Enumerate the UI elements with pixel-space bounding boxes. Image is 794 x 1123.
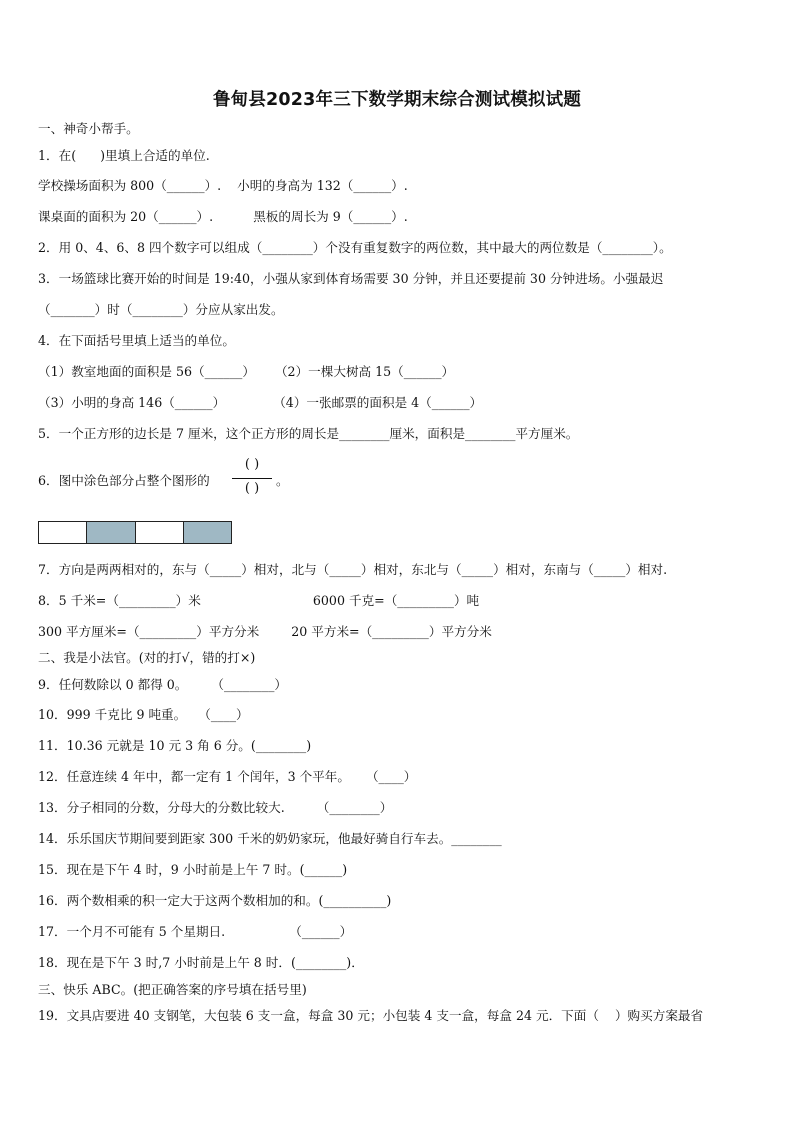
line-q1a: 学校操场面积为 800（______）. 小明的身高为 132（______）. (38, 178, 408, 193)
shaded-cell (184, 522, 231, 543)
line-q16: 16．两个数相乘的积一定大于这两个数相加的和。(__________) (38, 893, 392, 908)
line-q3a: 3．一场篮球比赛开始的时间是 19:40，小强从家到体育场需要 30 分钟，并且还要提前 30 分钟进场。小强最迟 (38, 271, 664, 286)
line-q8b: 300 平方厘米=（_________）平方分米 20 平方米=（_________）平方分米 (38, 624, 492, 639)
blank-cell (39, 522, 87, 543)
line-q2: 2．用 0、4、6、8 四个数字可以组成（________）个没有重复数字的两位数，其中最大的两位数是（________）。 (38, 240, 672, 255)
line-q6end: 。 (276, 473, 289, 488)
line-q7: 7．方向是两两相对的，东与（_____）相对，北与（_____）相对，东北与（_____）相对，东南与（_____）相对. (38, 562, 668, 577)
shaded-rectangle-figure (38, 521, 232, 544)
line-q18: 18．现在是下午 3 时,7 小时前是上午 8 时．(________)． (38, 955, 364, 970)
line-q1: 1．在( )里填上合适的单位. (38, 148, 210, 163)
line-q13: 13．分子相同的分数，分母大的分数比较大. （________） (38, 800, 393, 815)
line-q8a: 8．5 千米=（_________）米 6000 千克=（_________）吨 (38, 593, 480, 608)
fraction-bar (232, 478, 272, 479)
line-q9: 9．任何数除以 0 都得 0。 （________） (38, 677, 287, 692)
fraction-numerator: ( ) (244, 457, 260, 472)
line-q14: 14．乐乐国庆节期间要到距家 300 千米的奶奶家玩，他最好骑自行车去。________ (38, 831, 502, 846)
line-q4: 4．在下面括号里填上适当的单位。 (38, 333, 235, 348)
shaded-cell (87, 522, 135, 543)
line-q4b: （3）小明的身高 146（______） （4）一张邮票的面积是 4（______） (38, 395, 483, 410)
line-q19: 19．文具店要进 40 支钢笔，大包装 6 支一盒，每盒 30 元；小包装 4 支一盒，每盒 24 元．下面（ ）购买方案最省 (38, 1008, 704, 1023)
line-s3: 三、快乐 ABC。(把正确答案的序号填在括号里) (38, 982, 307, 997)
blank-fraction (230, 455, 274, 503)
blank-cell (136, 522, 184, 543)
line-q11: 11．10.36 元就是 10 元 3 角 6 分。(________) (38, 738, 312, 753)
line-q15: 15．现在是下午 4 时，9 小时前是上午 7 时。(______) (38, 862, 348, 877)
line-q4a: （1）教室地面的面积是 56（______） （2）一棵大树高 15（______） (38, 364, 455, 379)
line-q3b: （_______）时（________）分应从家出发。 (38, 302, 284, 317)
line-q1b: 课桌面的面积为 20（______）. 黑板的周长为 9（______）. (38, 209, 408, 224)
line-q12: 12．任意连续 4 年中，都一定有 1 个闰年，3 个平年。 （____） (38, 769, 417, 784)
line-s2: 二、我是小法官。(对的打√，错的打×) (38, 650, 256, 665)
fraction-denominator: ( ) (244, 481, 260, 496)
line-q6: 6．图中涂色部分占整个图形的 (38, 473, 210, 488)
page-title: 鲁甸县2023年三下数学期末综合测试模拟试题 (212, 90, 582, 110)
line-s1: 一、神奇小帮手。 (38, 121, 139, 136)
line-q10: 10．999 千克比 9 吨重。 （____） (38, 707, 249, 722)
line-q17: 17．一个月不可能有 5 个星期日. （______） (38, 924, 353, 939)
line-q5: 5．一个正方形的边长是 7 厘米，这个正方形的周长是________厘米，面积是________平方厘米。 (38, 426, 579, 441)
